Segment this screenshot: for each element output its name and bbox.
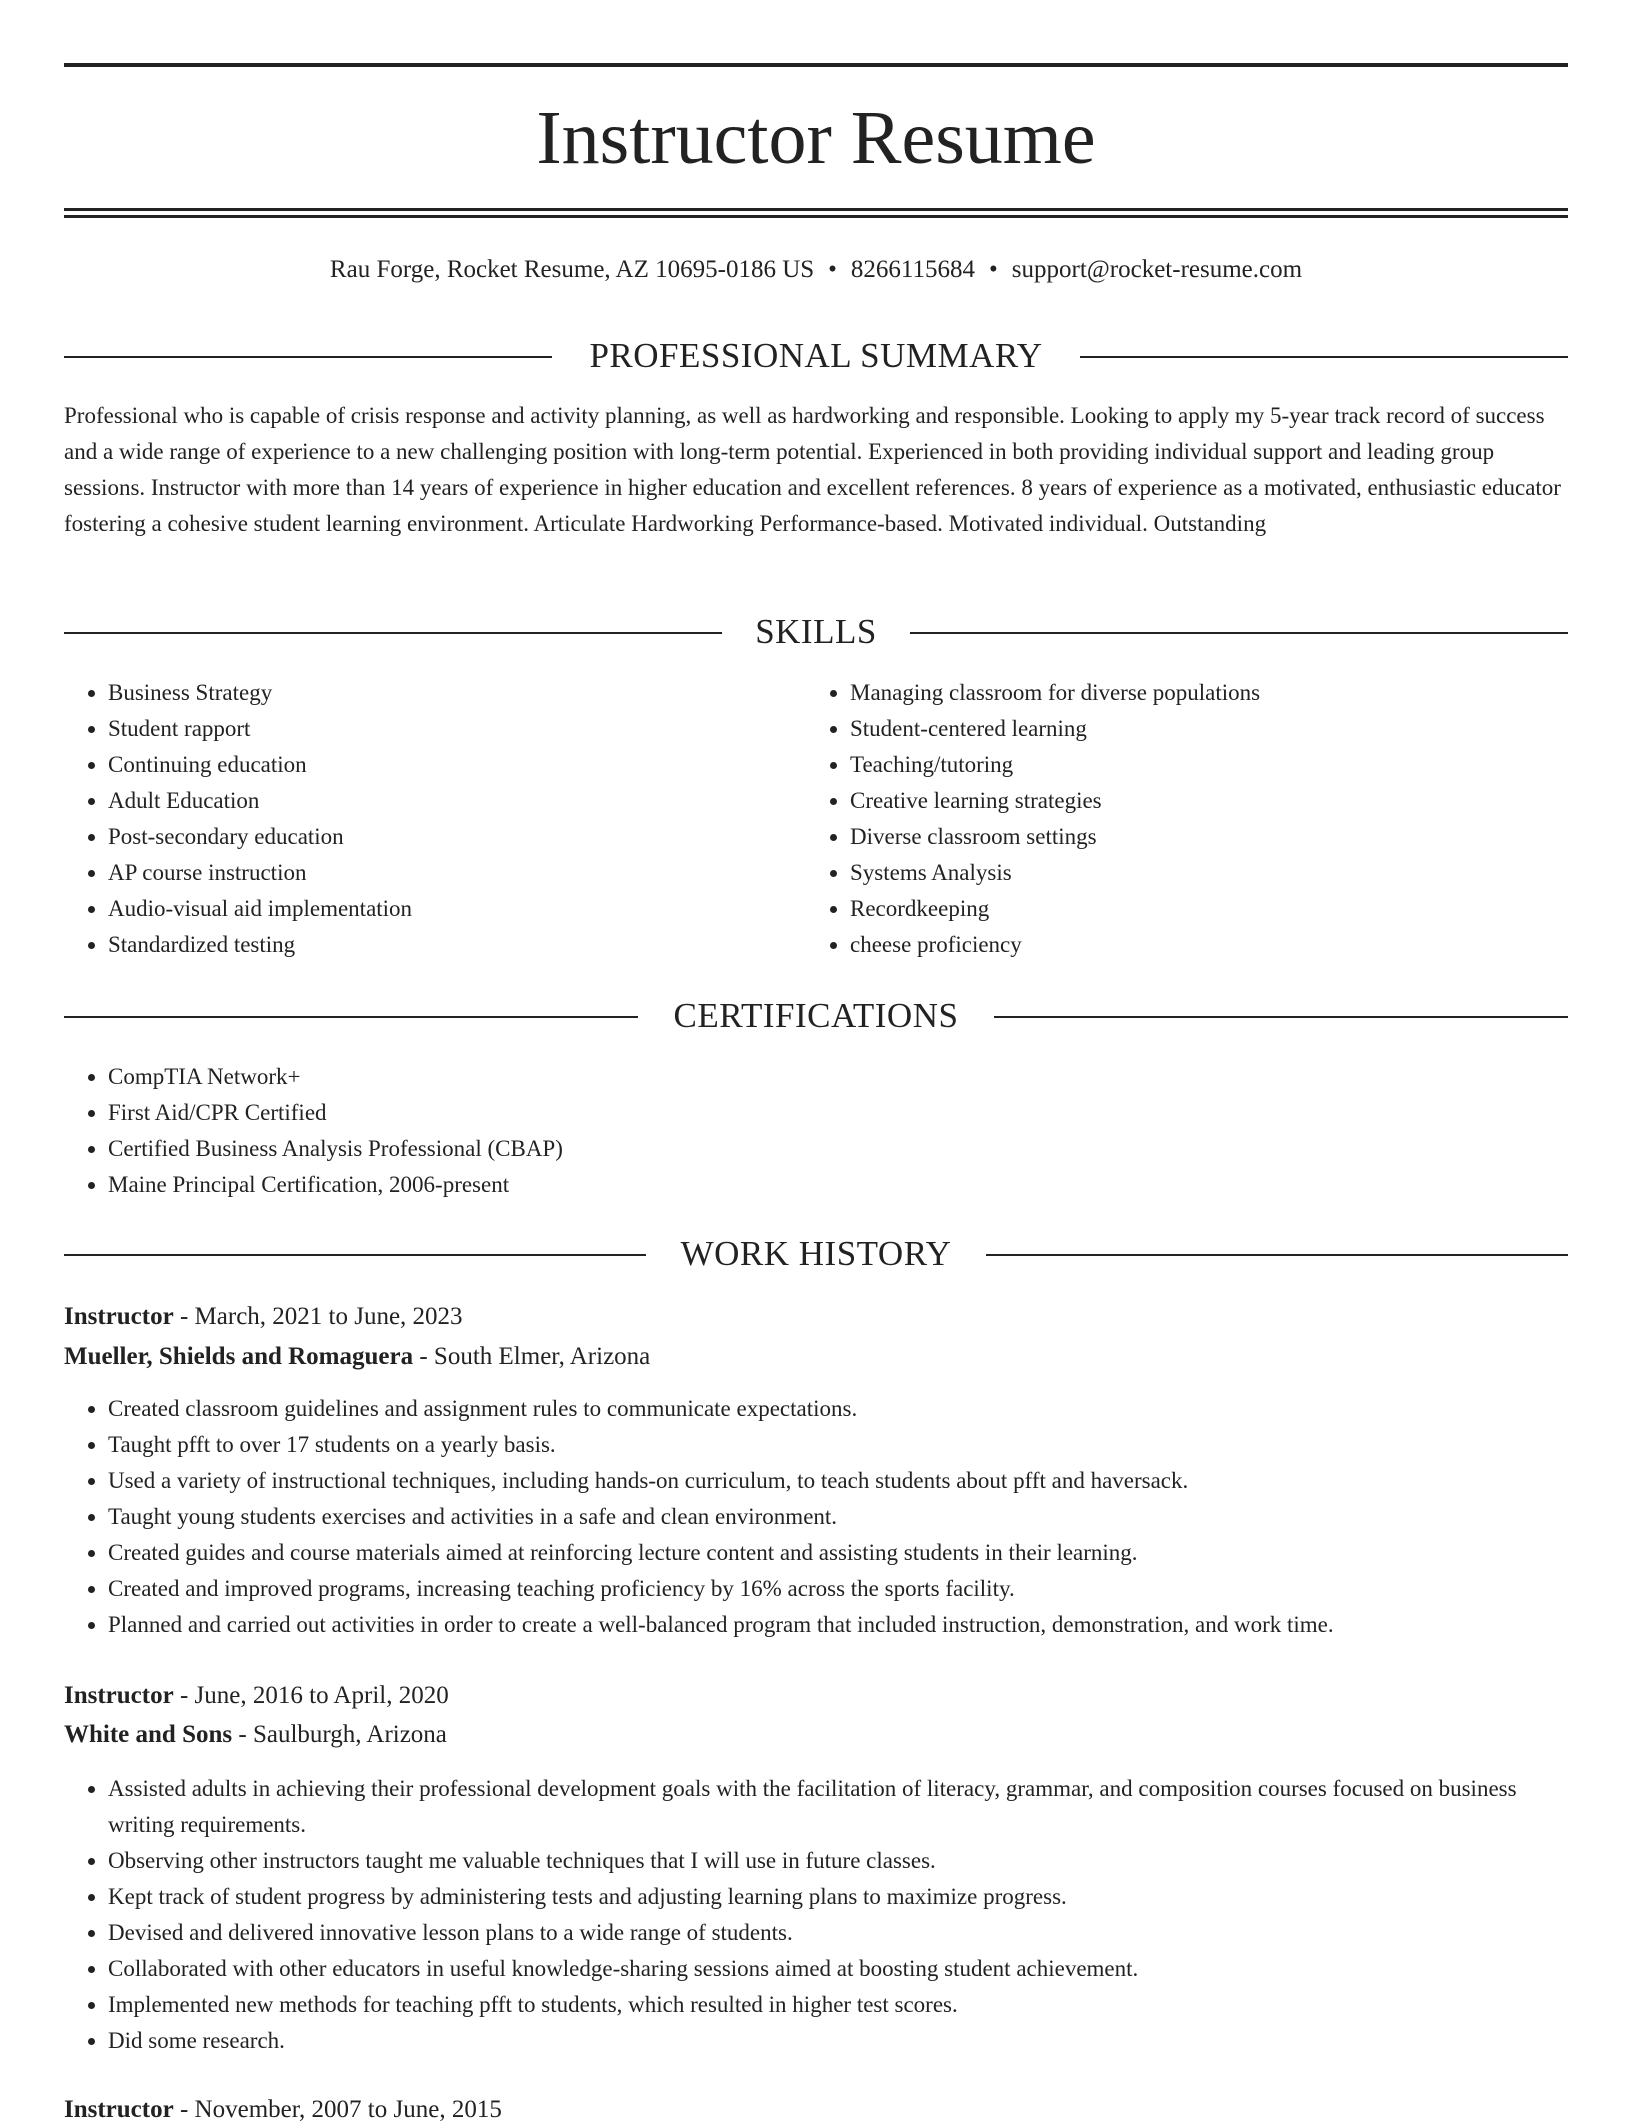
job-role: Instructor [64, 1682, 174, 1709]
job-duties-list [64, 1771, 1568, 2059]
job-company: Mueller, Shields and Romaguera [64, 1343, 414, 1370]
job-dates: - June, 2016 to April, 2020 [173, 1682, 449, 1709]
section-heading-work-history [64, 1234, 1568, 1274]
list-item: • Observing other instructors taught me valuable techniques that I will use in future classes. [108, 1843, 1568, 1879]
job-role: Instructor [64, 2096, 174, 2123]
list-item: • Recordkeeping [850, 891, 1546, 927]
section-title-summary: PROFESSIONAL SUMMARY [589, 336, 1043, 375]
heading-rule-right [986, 1254, 1568, 1256]
list-item: • Adult Education [108, 783, 804, 819]
section-heading-certifications [64, 996, 1568, 1036]
list-item: • Created guides and course materials aimed at reinforcing lecture content and assisting students in their learning. [108, 1535, 1568, 1571]
list-item: • Did some research. [108, 2023, 1568, 2059]
list-item: • Post-secondary education [108, 819, 804, 855]
section-title-skills: SKILLS [755, 612, 877, 651]
top-rule [64, 63, 1568, 67]
job-role: Instructor [64, 1303, 174, 1330]
contact-separator: • [989, 256, 998, 283]
contact-separator: • [828, 256, 837, 283]
list-item: • CompTIA Network+ [108, 1059, 1568, 1095]
list-item: • Certified Business Analysis Professional (CBAP) [108, 1131, 1568, 1167]
list-item: • Created classroom guidelines and assignment rules to communicate expectations. [108, 1391, 1568, 1427]
certifications-list [64, 1059, 1568, 1203]
list-item: • First Aid/CPR Certified [108, 1095, 1568, 1131]
list-item: • Implemented new methods for teaching pfft to students, which resulted in higher test scores. [108, 1987, 1568, 2023]
list-item: • Collaborated with other educators in useful knowledge-sharing sessions aimed at boosting student achievement. [108, 1951, 1568, 1987]
list-item: • Standardized testing [108, 927, 804, 963]
skills-list-left [64, 675, 804, 963]
contact-email[interactable]: support@rocket-resume.com [1011, 256, 1303, 283]
title-double-rule [64, 208, 1568, 218]
section-heading-summary [64, 336, 1568, 376]
list-item: • Kept track of student progress by administering tests and adjusting learning plans to maximize progress. [108, 1879, 1568, 1915]
list-item: • Creative learning strategies [850, 783, 1546, 819]
list-item: • Managing classroom for diverse populations [850, 675, 1546, 711]
section-title-certifications: CERTIFICATIONS [673, 996, 959, 1035]
job-location: - South Elmer, Arizona [413, 1343, 651, 1370]
job-duties [64, 1391, 1568, 1643]
list-item: • Systems Analysis [850, 855, 1546, 891]
contact-phone: 8266115684 [850, 256, 975, 283]
heading-rule-right [1080, 356, 1568, 358]
list-item: • Devised and delivered innovative lesson plans to a wide range of students. [108, 1915, 1568, 1951]
list-item: • Business Strategy [108, 675, 804, 711]
list-item: • cheese proficiency [850, 927, 1546, 963]
resume-title: Instructor Resume [536, 96, 1096, 180]
contact-address: Rau Forge, Rocket Resume, AZ 10695-0186 US [329, 256, 815, 283]
job-dates: - November, 2007 to June, 2015 [173, 2096, 502, 2123]
list-item: • Student rapport [108, 711, 804, 747]
job-title-line [64, 2092, 1568, 2128]
job-dates: - March, 2021 to June, 2023 [173, 1303, 463, 1330]
job-duties [64, 1771, 1568, 2059]
list-item: • Student-centered learning [850, 711, 1546, 747]
list-item: • Taught young students exercises and activities in a safe and clean environment. [108, 1499, 1568, 1535]
list-item: • Assisted adults in achieving their professional development goals with the facilitation of literacy, grammar, and composition courses focused on business writing requirements. [108, 1771, 1568, 1843]
job-title-line [64, 1299, 1568, 1335]
list-item: • Planned and carried out activities in order to create a well-balanced program that included instruction, demonstration, and work time. [108, 1607, 1568, 1643]
list-item: • Used a variety of instructional techniques, including hands-on curriculum, to teach students about pfft and haversack. [108, 1463, 1568, 1499]
list-item: • Diverse classroom settings [850, 819, 1546, 855]
skills-column-left [64, 675, 804, 963]
skills-column-right [806, 675, 1546, 963]
contact-line [64, 252, 1568, 288]
job-company: White and Sons [64, 1721, 233, 1748]
skills-list-right [806, 675, 1546, 963]
section-title-work-history: WORK HISTORY [680, 1234, 952, 1273]
job-duties-list [64, 1391, 1568, 1643]
job-title-line [64, 1678, 1568, 1714]
job-company-line [64, 1339, 1568, 1375]
summary-text: Professional who is capable of crisis response and activity planning, as well as hardworking and responsible. Looking to apply my 5-year track record of success and a wide range of experience to a new challenging position with long-term potential. Experienced in both providing individual support and leading group sessions. Instructor with more than 14 years of experience in higher education and excellent references. 8 years of experience as a motivated, enthusiastic educator fostering a cohesive student learning environment. Articulate Hardworking Performance-based. Motivated individual. Outstanding [64, 403, 1561, 536]
list-item: • Taught pfft to over 17 students on a yearly basis. [108, 1427, 1568, 1463]
heading-rule-right [910, 632, 1568, 634]
list-item: • Maine Principal Certification, 2006-present [108, 1167, 1568, 1203]
list-item: • AP course instruction [108, 855, 804, 891]
list-item: • Continuing education [108, 747, 804, 783]
section-heading-skills [64, 612, 1568, 652]
job-location: - Saulburgh, Arizona [232, 1721, 447, 1748]
job-company-line [64, 1717, 1568, 1753]
list-item: • Created and improved programs, increasing teaching proficiency by 16% across the sports facility. [108, 1571, 1568, 1607]
heading-rule-right [994, 1016, 1568, 1018]
list-item: • Teaching/tutoring [850, 747, 1546, 783]
certifications-block [64, 1059, 1568, 1203]
list-item: • Audio-visual aid implementation [108, 891, 804, 927]
